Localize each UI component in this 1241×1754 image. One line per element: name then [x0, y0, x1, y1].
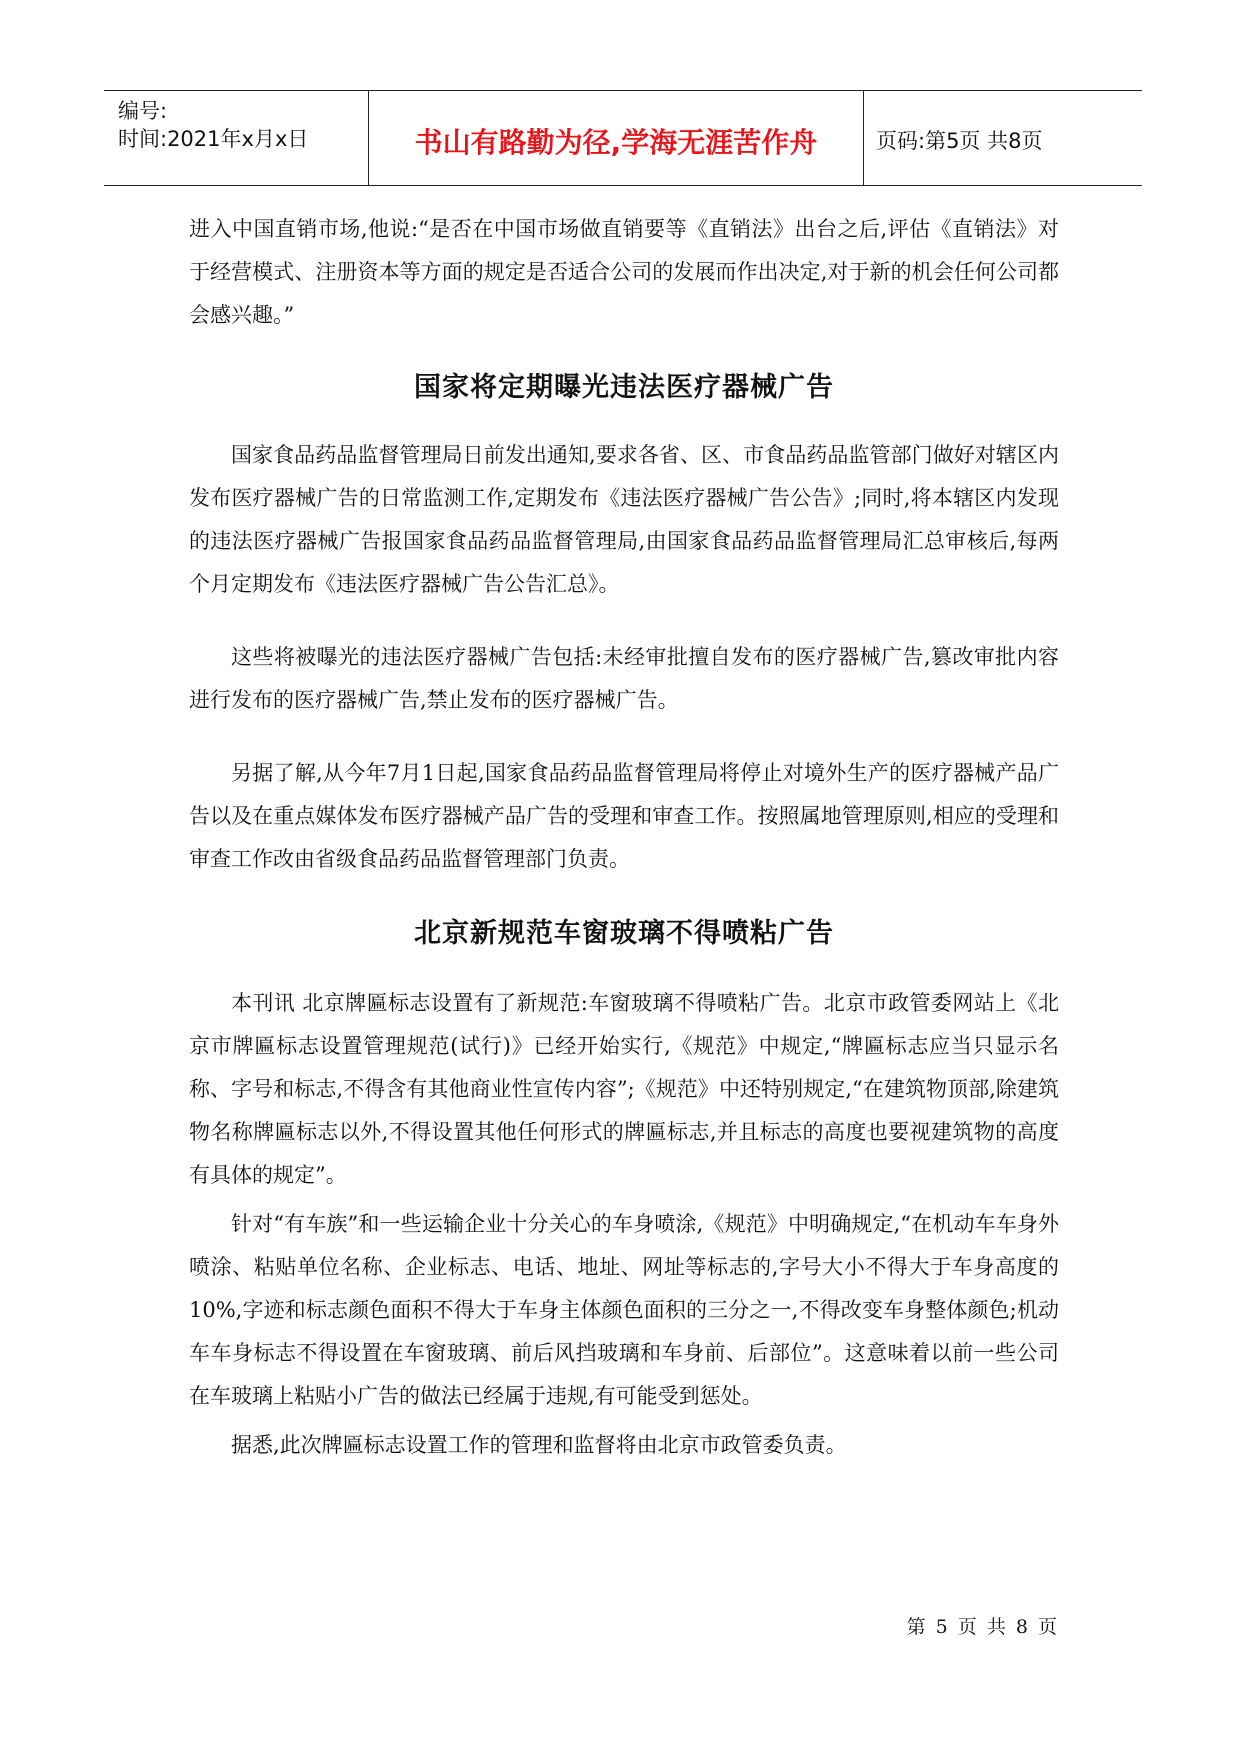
header-meta-cell	[104, 91, 369, 185]
article2-paragraph: 据悉,此次牌匾标志设置工作的管理和监督将由北京市政管委负责。	[231, 1433, 847, 1457]
header-page-code: 页码:第5页 共8页	[876, 129, 1043, 153]
article1-paragraph: 另据了解,从今年7月1日起,国家食品药品监督管理局将停止对境外生产的医疗器械产品广告以及在重点媒体发布医疗器械产品广告的受理和审查工作。按照属地管理原则,相应的受理和审查工作改由省级食品药品监督管理部门负责。	[189, 761, 1059, 871]
header-motto: 书山有路勤为径,学海无涯苦作舟	[414, 126, 818, 159]
article2-paragraph: 本刊讯 北京牌匾标志设置有了新规范:车窗玻璃不得喷粘广告。北京市政管委网站上《北京市牌匾标志设置管理规范(试行)》已经开始实行,《规范》中规定,“牌匾标志应当只显示名称、字号和标志,不得含有其他商业性宣传内容”;《规范》中还特别规定,“在建筑物顶部,除建筑物名称牌匾标志以外,不得设置其他任何形式的牌匾标志,并且标志的高度也要视建筑物的高度有具体的规定”。	[189, 991, 1059, 1187]
page-footer: 第 5 页 共 8 页	[906, 1616, 1059, 1638]
header-motto-cell	[369, 91, 864, 185]
intro-paragraph: 进入中国直销市场,他说:“是否在中国市场做直销要等《直销法》出台之后,评估《直销法》对于经营模式、注册资本等方面的规定是否适合公司的发展而作出决定,对于新的机会任何公司都会感兴趣。”	[189, 217, 1059, 327]
page-header	[104, 90, 1142, 186]
article2-title: 北京新规范车窗玻璃不得喷粘广告	[414, 918, 834, 949]
article1-paragraph: 国家食品药品监督管理局日前发出通知,要求各省、区、市食品药品监管部门做好对辖区内发布医疗器械广告的日常监测工作,定期发布《违法医疗器械广告公告》;同时,将本辖区内发现的违法医疗器械广告报国家食品药品监督管理局,由国家食品药品监督管理局汇总审核后,每两个月定期发布《违法医疗器械广告公告汇总》。	[189, 443, 1059, 596]
document-number-label: 编号:	[118, 99, 168, 123]
document-time-label: 时间:2021年x月x日	[118, 127, 309, 151]
article2-paragraph: 针对“有车族”和一些运输企业十分关心的车身喷涂,《规范》中明确规定,“在机动车车身外喷涂、粘贴单位名称、企业标志、电话、地址、网址等标志的,字号大小不得大于车身高度的10%,字迹和标志颜色面积不得大于车身主体颜色面积的三分之一,不得改变车身整体颜色;机动车车身标志不得设置在车窗玻璃、前后风挡玻璃和车身前、后部位”。这意味着以前一些公司在车玻璃上粘贴小广告的做法已经属于违规,有可能受到惩处。	[189, 1212, 1059, 1408]
article1-title: 国家将定期曝光违法医疗器械广告	[414, 372, 834, 403]
header-page-cell	[864, 91, 1142, 185]
document-body	[189, 208, 1059, 1467]
article1-paragraph: 这些将被曝光的违法医疗器械广告包括:未经审批擅自发布的医疗器械广告,篡改审批内容进行发布的医疗器械广告,禁止发布的医疗器械广告。	[189, 645, 1059, 712]
